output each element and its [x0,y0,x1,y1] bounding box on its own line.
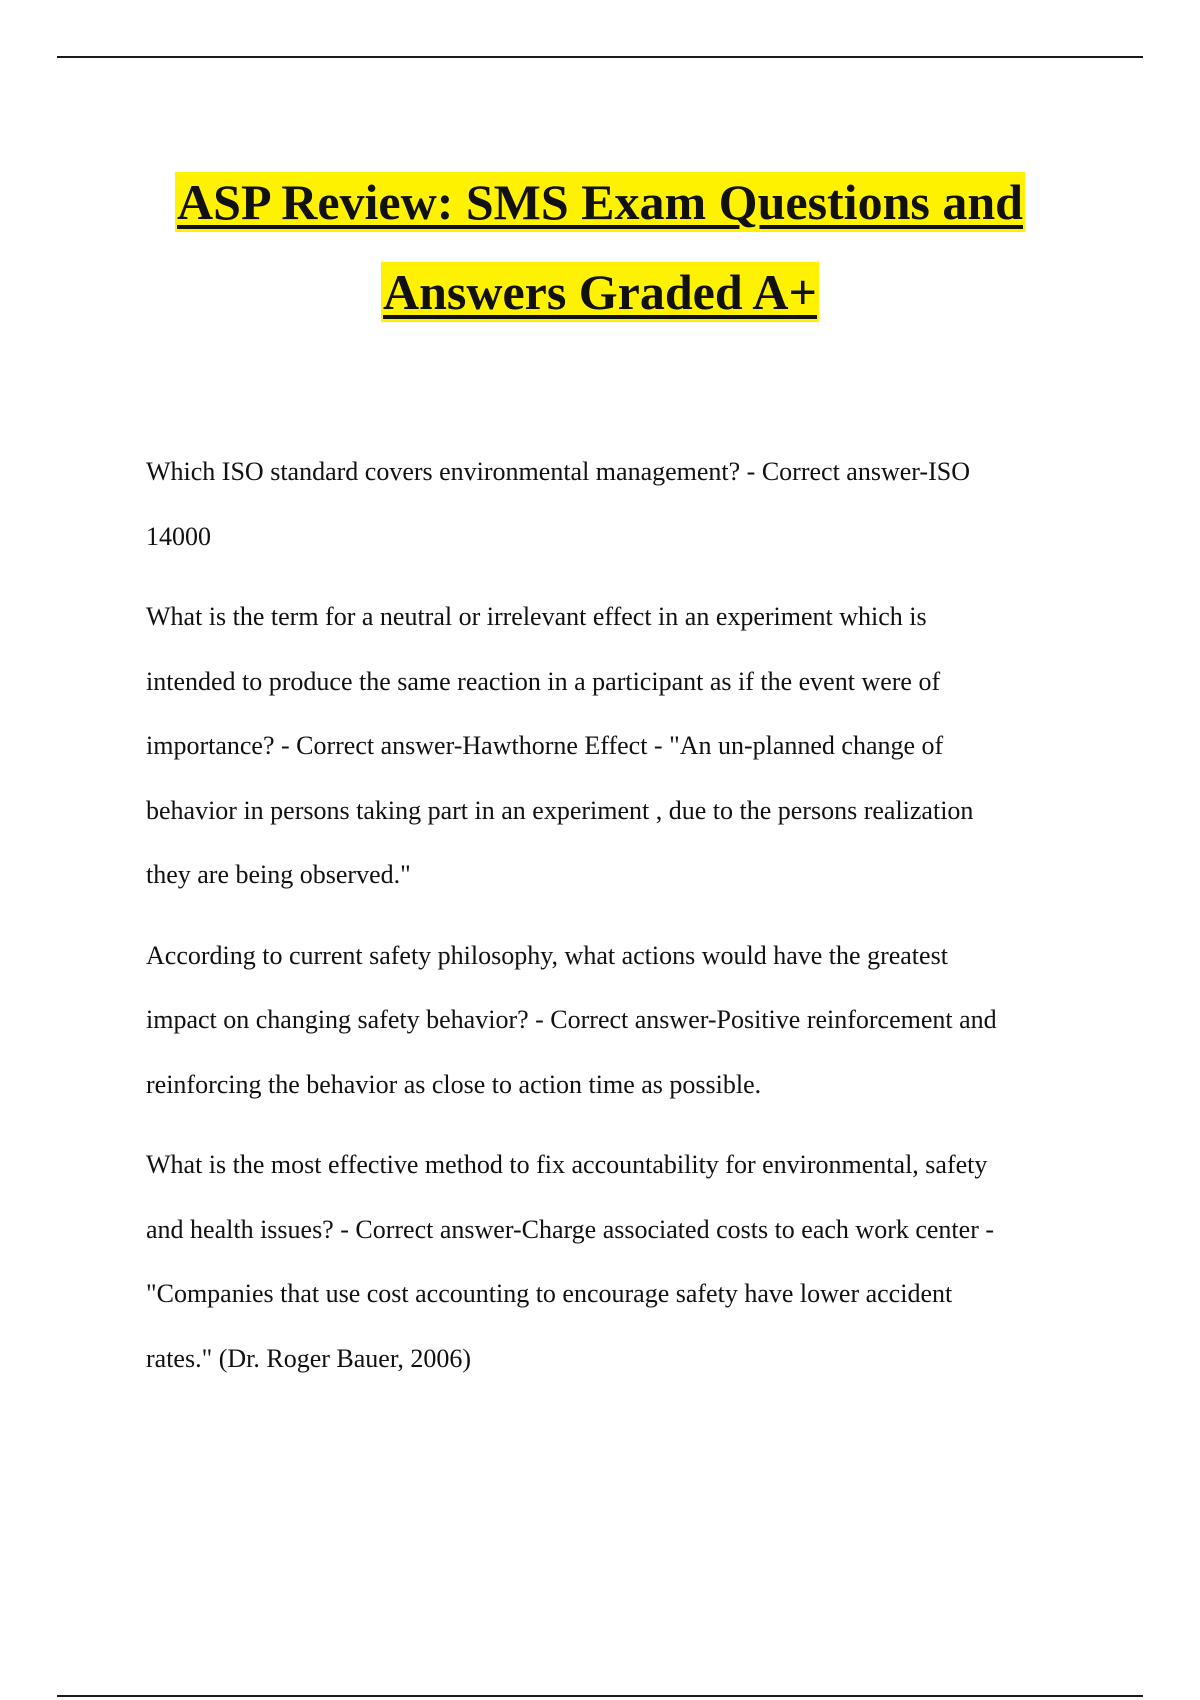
qa-line: According to current safety philosophy, what actions would have the greatest [146,940,948,970]
document-title [0,172,1200,322]
qa-line: 14000 [146,521,211,551]
qa-line: What is the term for a neutral or irrelevant effect in an experiment which is [146,602,927,631]
qa-item-2 [146,585,1086,908]
qa-item-3 [146,924,1086,1118]
qa-line: "Companies that use cost accounting to encourage safety have lower accident [146,1279,953,1308]
qa-line: rates." (Dr. Roger Bauer, 2006) [146,1343,472,1373]
qa-list [146,440,1086,1407]
qa-line: they are being observed." [146,860,411,889]
qa-line: impact on changing safety behavior? - Correct answer-Positive reinforcement and [146,1005,997,1034]
title-line-2: Answers Graded A+ [382,264,818,320]
qa-line: Which ISO standard covers environmental management? - Correct answer-ISO [146,457,970,486]
top-divider [57,56,1143,58]
qa-line: and health issues? - Correct answer-Charge associated costs to each work center - [146,1214,995,1244]
bottom-divider [57,1695,1143,1697]
qa-item-4 [146,1133,1086,1391]
qa-line: behavior in persons taking part in an experiment , due to the persons realization [146,795,974,825]
qa-line: intended to produce the same reaction in a participant as if the event were of [146,666,941,696]
qa-item-1 [146,440,1086,569]
qa-line: reinforcing the behavior as close to action time as possible. [146,1069,762,1099]
title-line-1: ASP Review: SMS Exam Questions and [177,174,1023,230]
qa-line: What is the most effective method to fix accountability for environmental, safety [146,1150,988,1179]
qa-line: importance? - Correct answer-Hawthorne Effect - "An un-planned change of [146,731,944,760]
